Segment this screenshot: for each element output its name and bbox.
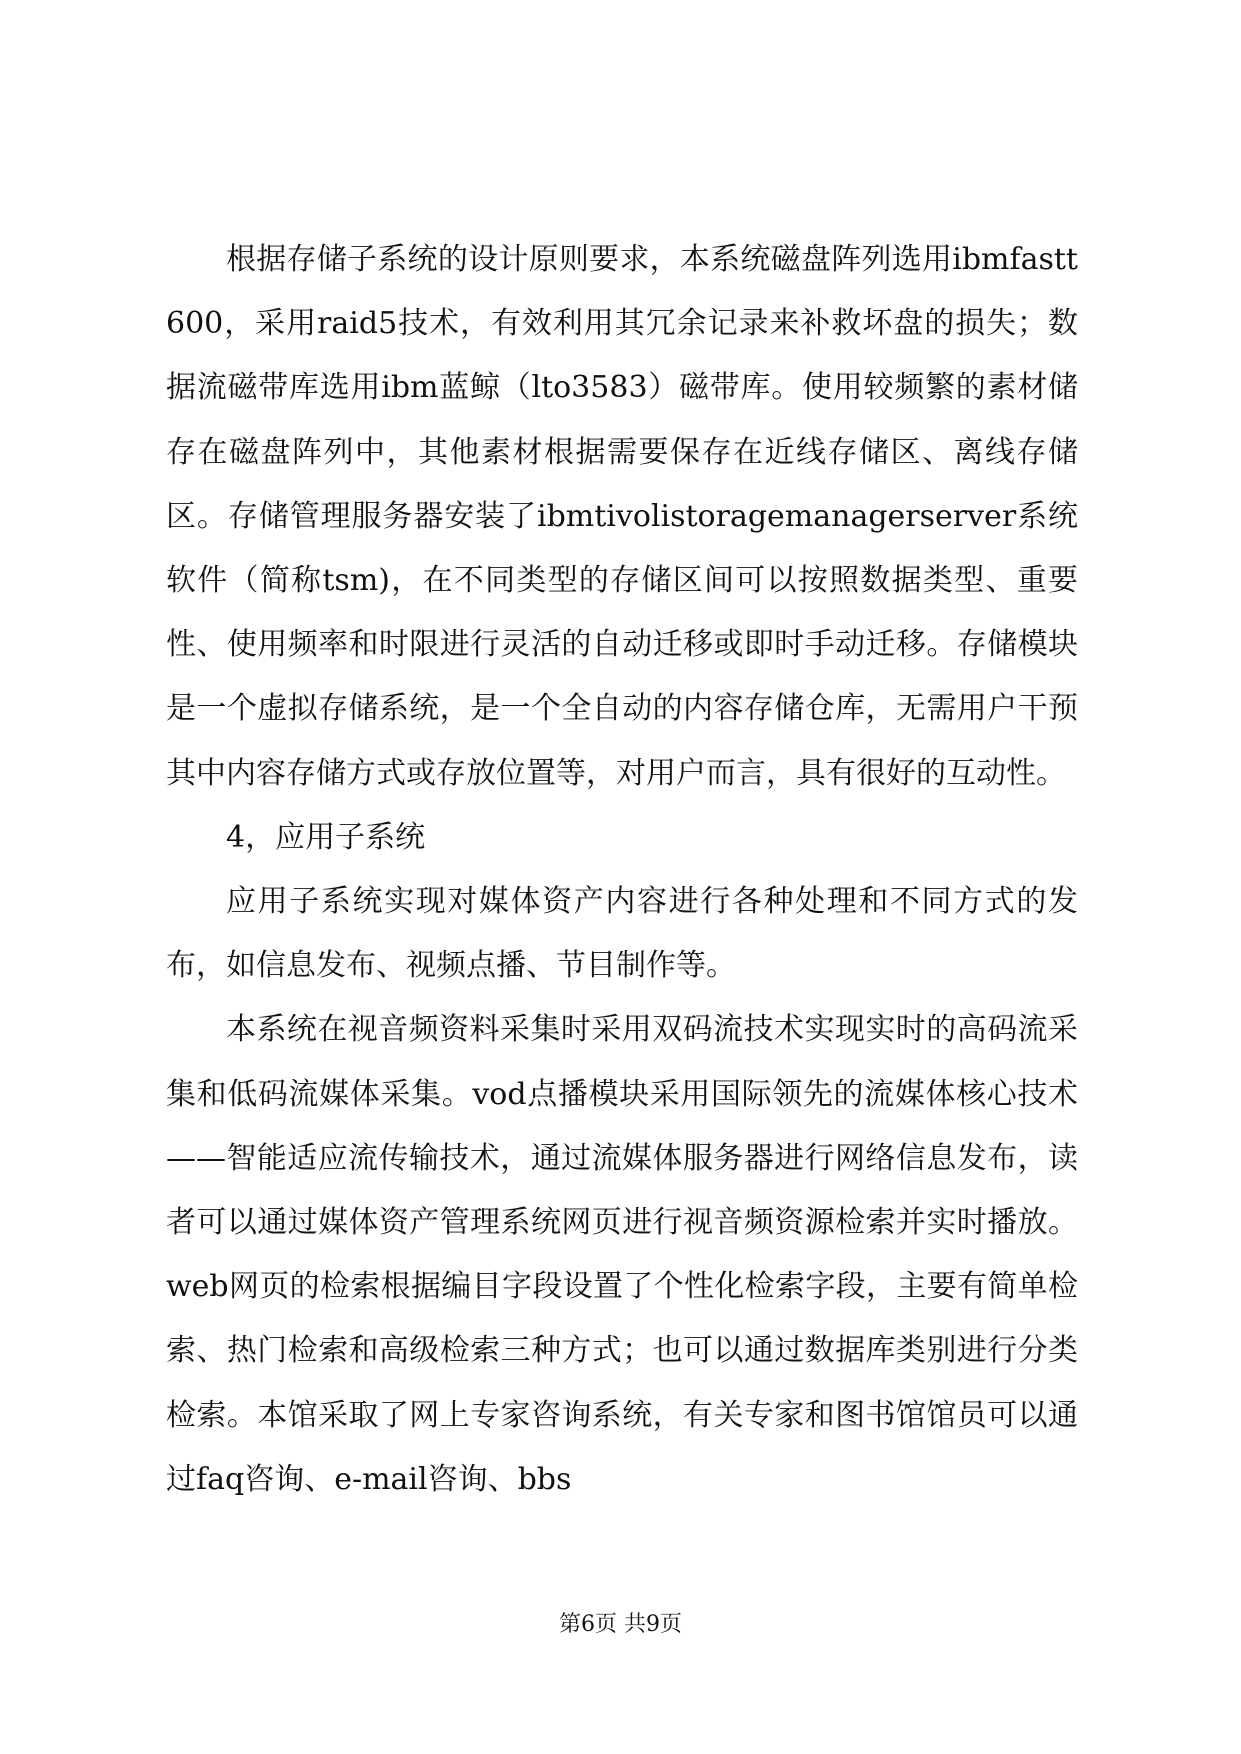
paragraph-dual-stream: 本系统在视音频资料采集时采用双码流技术实现实时的高码流采集和低码流媒体采集。vod点播模块采用国际领先的流媒体核心技术——智能适应流传输技术，通过流媒体服务器进行网络信息发布，读者可以通过媒体资产管理系统网页进行视音频资源检索并实时播放。web网页的检索根据编目字段设置了个性化检索字段，主要有简单检索、热门检索和高级检索三种方式；也可以通过数据库类别进行分类检索。本馆采取了网上专家咨询系统，有关专家和图书馆馆员可以通过faq咨询、e-mail咨询、bbs (166, 1012, 1078, 1497)
paragraph-application-subsystem: 应用子系统实现对媒体资产内容进行各种处理和不同方式的发布，如信息发布、视频点播、节目制作等。 (166, 884, 1078, 984)
section-heading-application-subsystem: 4，应用子系统 (226, 819, 426, 855)
paragraph-storage-subsystem: 根据存储子系统的设计原则要求，本系统磁盘阵列选用ibmfastt600，采用raid5技术，有效利用其冗余记录来补救坏盘的损失；数据流磁带库选用ibm蓝鲸（lto3583）磁带库。使用较频繁的素材储存在磁盘阵列中，其他素材根据需要保存在近线存储区、离线存储区。存储管理服务器安装了ibmtivolistoragemanagerserver系统软件（简称tsm)，在不同类型的存储区间可以按照数据类型、重要性、使用频率和时限进行灵活的自动迁移或即时手动迁移。存储模块是一个虚拟存储系统，是一个全自动的内容存储仓库，无需用户干预其中内容存储方式或存放位置等，对用户而言，具有很好的互动性。 (166, 242, 1078, 791)
page-number-footer: 第6页 共9页 (559, 1612, 682, 1637)
body-text (166, 228, 1078, 1512)
